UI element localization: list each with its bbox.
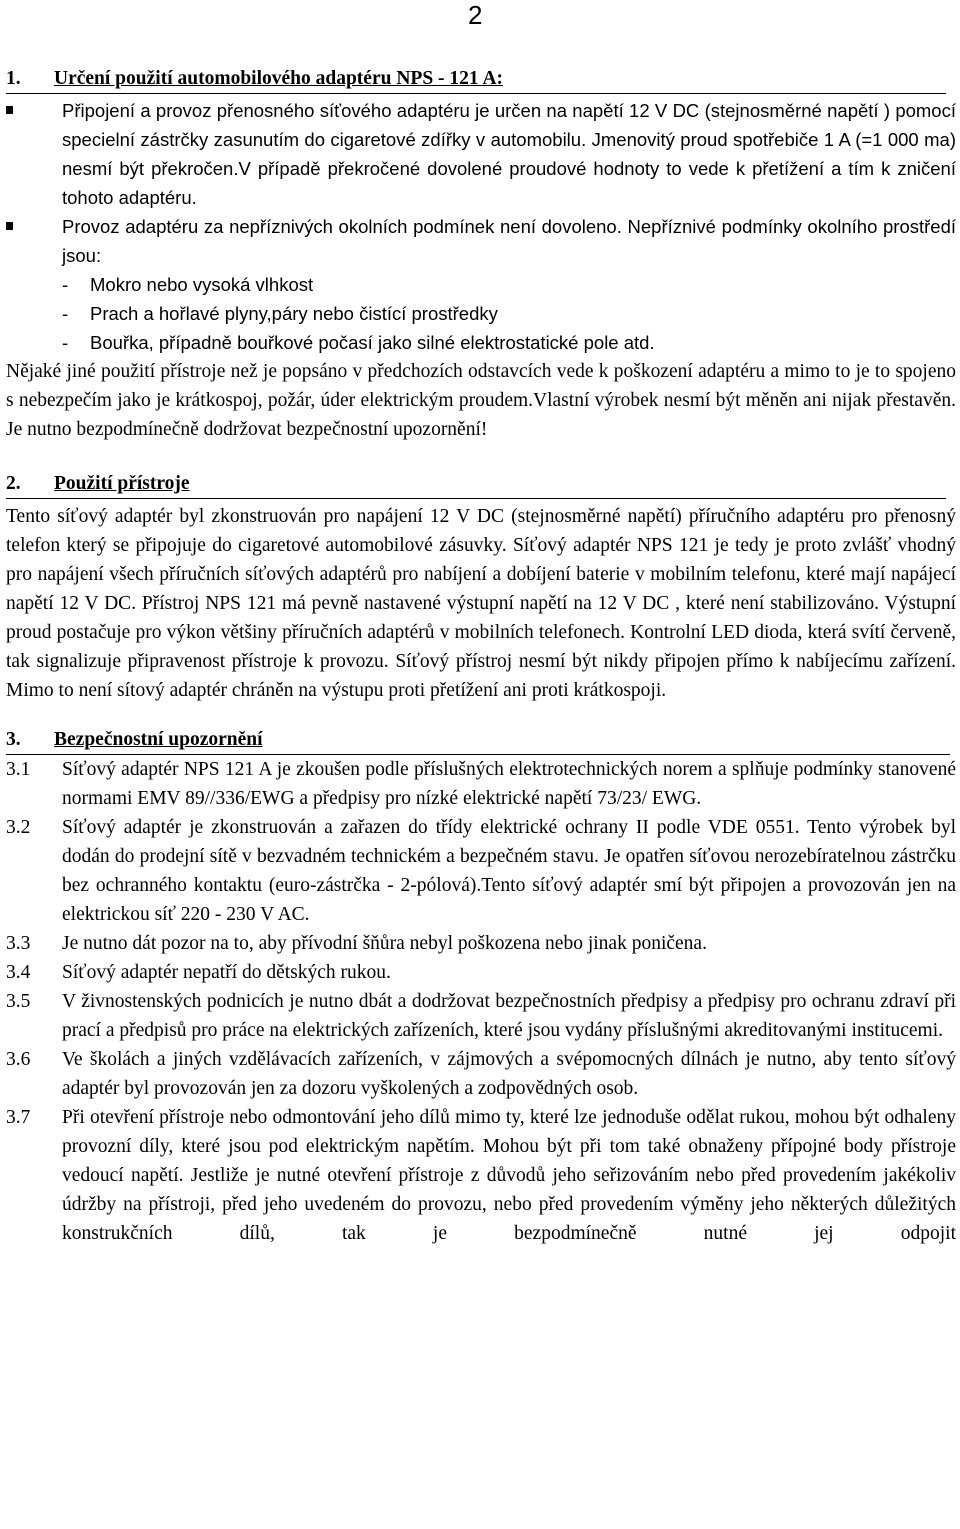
section-3-heading (6, 725, 950, 755)
section-3-title: Bezpečnostní upozornění (54, 729, 263, 750)
dash-item-text: Mokro nebo vysoká vlhkost (90, 274, 314, 295)
section-2-number: 2. (6, 473, 21, 494)
bullet-text-1 (62, 96, 956, 212)
square-bullet-icon (6, 212, 62, 270)
item-text: Síťový adaptér NPS 121 A je zkoušen podle příslušných elektrotechnických norem a splňuje podmínky stanovené normami EMV 89//336/EWG a předpisy pro nízké elektrické napětí 73/23/ EWG. (62, 759, 956, 809)
page-number: 2 (468, 0, 483, 30)
item-text: Síťový adaptér nepatří do dětských rukou. (62, 962, 391, 983)
item-number: 3.2 (6, 817, 31, 838)
bullet-item-2 (6, 212, 956, 270)
safety-item-3-2 (6, 813, 956, 929)
page-content (6, 64, 956, 1248)
dash-item-text: Bouřka, případně bouřkové počasí jako silné elektrostatické pole atd. (90, 332, 655, 353)
item-text: Ve školách a jiných vzdělávacích zařízeních, v zájmových a svépomocných dílnách je nutno, aby tento síťový adaptér byl provozován jen za dozoru vyškolených a zodpovědných osob. (62, 1049, 956, 1099)
item-text: V živnostenských podnicích je nutno dbát a dodržovat bezpečnostních předpisy a předpisy pro ochranu zdraví při prací a předpisů pro práce na elektrických zařízeních, které jsou vydány příslušnými akreditovanými institucemi. (62, 991, 956, 1041)
section-2-heading (6, 469, 946, 499)
bullet-item-1 (6, 96, 956, 212)
item-number: 3.5 (6, 991, 31, 1012)
section-1-heading (6, 64, 946, 94)
item-number: 3.7 (6, 1107, 31, 1128)
section-1-title: Určení použití automobilového adaptéru NPS - 121 A: (54, 68, 504, 89)
section-1-paragraph: Nějaké jiné použití přístroje než je popsáno v předchozích odstavcích vede k poškození adaptéru a mimo to je to spojeno s nebezpečím jako je krátkospoj, požár, úder elektrickým proudem.Vlastní výrobek nesmí být měněn ani nijak přestavěn. Je nutno bezpodmínečně dodržovat bezpečnostní upozornění! (6, 361, 956, 440)
square-bullet-icon (6, 96, 62, 212)
dash-list (6, 270, 956, 357)
item-text: Při otevření přístroje nebo odmontování jeho dílů mimo ty, které lze jednoduše odělat rukou, mohou být odhaleny provozní díly, které jsou pod elektrickým napětím. Mohou být při tom také obnaženy přípojné body přístroje vedoucí napětí. Jestliže je nutné otevření přístroje z důvodů jeho seřizováním nebo před provedením jakékoliv údržby na přístroji, před jeho uvedeném do provozu, nebo před provedením výměny jeho některých důležitých konstrukčních dílů, tak je bezpodmínečně nutné jej odpojit (62, 1107, 956, 1244)
section-2-paragraph: Tento síťový adaptér byl zkonstruován pro napájení 12 V DC (stejnosměrné napětí) příručního adaptéru pro přenosný telefon který se připojuje do cigaretové automobilové zásuvky. Síťový adaptér NPS 121 je tedy je proto zvlášť vhodný pro napájení všech příručních síťových adaptérů pro nabíjení a dobíjení baterie v mobilním telefonu, které mají napájecí napětí 12 V DC. Přístroj NPS 121 má pevně nastavené výstupní napětí na 12 V DC , které není stabilizováno. Výstupní proud postačuje pro výkon většiny příručních adaptérů v mobilních telefonech. Kontrolní LED dioda, která svítí červeně, tak signalizuje připravenost přístroje k provozu. Síťový přístroj nesmí být nikdy připojen přímo k nabíjecímu zařízení. Mimo to není sítový adaptér chráněn na výstupu proti přetížení ani proti krátkospoji. (6, 506, 956, 701)
item-text: Je nutno dát pozor na to, aby přívodní šňůra nebyl poškozena nebo jinak poničena. (62, 933, 707, 954)
item-number: 3.1 (6, 759, 31, 780)
safety-item-3-4 (6, 958, 956, 987)
item-number: 3.4 (6, 962, 31, 983)
bullet-text-1-tail: tohoto adaptéru. (62, 187, 197, 208)
section-2-title: Použití přístroje (54, 473, 190, 494)
dash-item: - Bouřka, případně bouřkové počasí jako silné elektrostatické pole atd. (62, 328, 956, 357)
dash-item-text: Prach a hořlavé plyny,páry nebo čistící prostředky (90, 303, 498, 324)
safety-item-3-3 (6, 929, 956, 958)
item-number: 3.3 (6, 933, 31, 954)
bullet-text-1-main: Připojení a provoz přenosného síťového adaptéru je určen na napětí 12 V DC (stejnosměrné napětí ) pomocí specielní zástrčky zasunutím do cigaretové zdířky v automobilu. Jmenovitý proud spotřebiče 1 A (=1 000 ma) nesmí být překročen.V případě překročené dovolené proudové hodnoty to vede k přetížení a tím k zničení (62, 100, 956, 179)
safety-item-3-6 (6, 1045, 956, 1103)
section-1-number: 1. (6, 68, 21, 89)
bullet-text-2: Provoz adaptéru za nepříznivých okolních podmínek není dovoleno. Nepříznivé podmínky okolního prostředí jsou: (62, 216, 956, 266)
safety-list (6, 755, 956, 1248)
safety-item-3-7 (6, 1103, 956, 1248)
item-text: Síťový adaptér je zkonstruován a zařazen do třídy elektrické ochrany II podle VDE 0551. Tento výrobek byl dodán do prodejní sítě v bezvadném technickém a bezpečném stavu. Je opatřen síťovou nerozebíratelnou zástrčku bez ochranného kontaktu (euro-zástrčka - 2-pólová).Tento síťový adaptér smí být připojen a provozován jen na elektrickou síť 220 - 230 V AC. (62, 817, 956, 925)
safety-item-3-1 (6, 755, 956, 813)
safety-item-3-5 (6, 987, 956, 1045)
dash-item: - Prach a hořlavé plyny,páry nebo čistící prostředky (62, 299, 956, 328)
dash-item: - Mokro nebo vysoká vlhkost (62, 270, 956, 299)
section-3-number: 3. (6, 729, 21, 750)
item-number: 3.6 (6, 1049, 31, 1070)
